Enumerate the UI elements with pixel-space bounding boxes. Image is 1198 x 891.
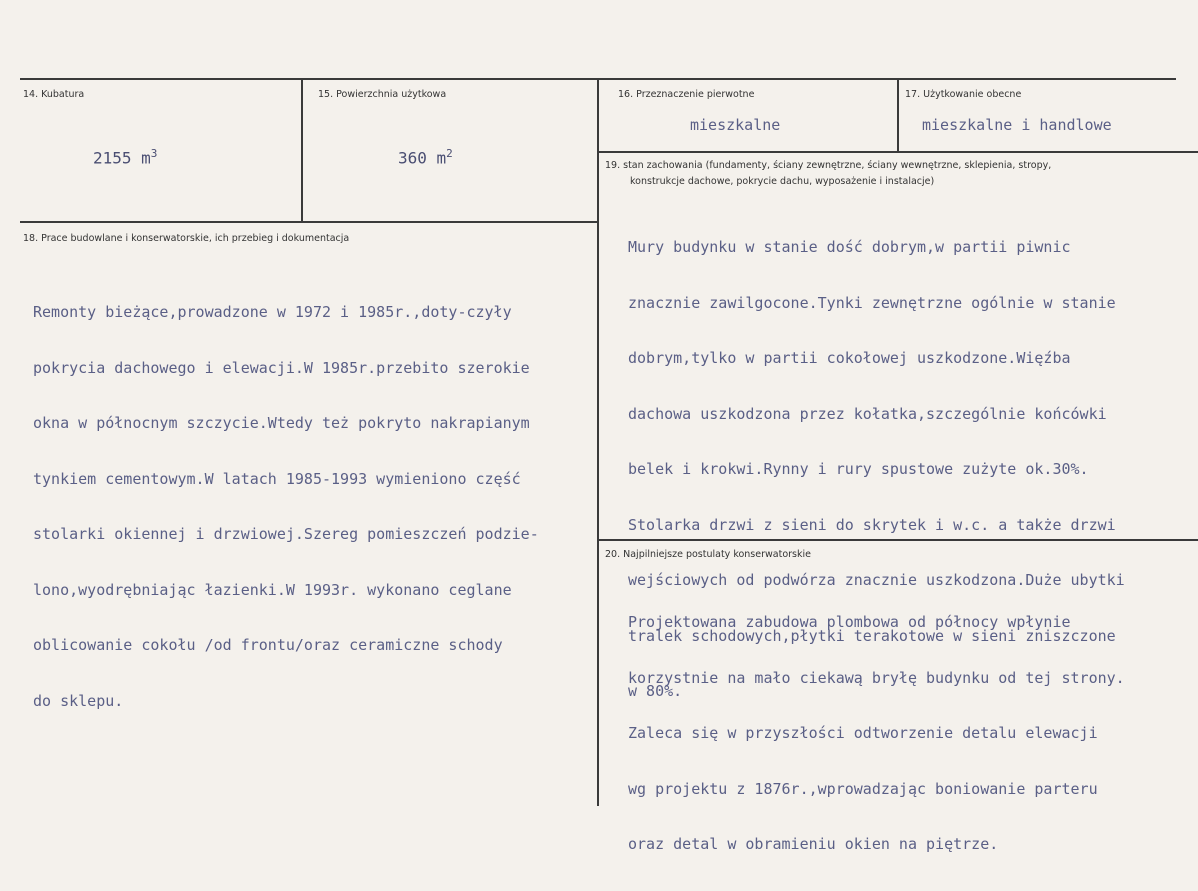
text-line: pokrycia dachowego i elewacji.W 1985r.przebito szerokie bbox=[33, 358, 530, 377]
kubatura-value: 2155 $m^3$ bbox=[93, 147, 158, 168]
stan-zachowania-label-1: 19. stan zachowania (fundamenty, ściany zewnętrzne, ściany wewnętrzne, sklepienia, stropy, bbox=[605, 160, 1052, 171]
text-line: dachowa uszkodzona przez kołatka,szczególnie końcówki bbox=[628, 404, 1107, 423]
divider-14-15 bbox=[301, 78, 303, 222]
text-line: wg projektu z 1876r.,wprowadzając boniowanie parteru bbox=[628, 779, 1098, 798]
rule-below-kubatura bbox=[20, 221, 598, 223]
prace-budowlane-label: 18. Prace budowlane i konserwatorskie, ich przebieg i dokumentacja bbox=[23, 233, 350, 244]
text-line: w 80%. bbox=[628, 682, 683, 700]
text-line: okna w północnym szczycie.Wtedy też pokryto nakrapianym bbox=[33, 414, 530, 432]
przeznaczenie-value: mieszkalne bbox=[690, 116, 781, 134]
postulaty-label: 20. Najpilniejsze postulaty konserwatorskie bbox=[605, 549, 811, 560]
kubatura-label: 14. Kubatura bbox=[23, 89, 85, 100]
text-line: Zaleca się w przyszłości odtworzenie detalu elewacji bbox=[628, 724, 1098, 742]
text-line: belek i krokwi.Rynny i rury spustowe zużyte ok.30%. bbox=[628, 460, 1089, 478]
text-line: tralek schodowych,płytki terakotowe w sieni zniszczone bbox=[628, 626, 1116, 645]
text-line: oblicowanie cokołu /od frontu/oraz ceramiczne schody bbox=[33, 636, 503, 654]
divider-main bbox=[597, 78, 599, 806]
powierzchnia-value: 360 $m^2$ bbox=[398, 147, 453, 168]
text-line: lono,wyodrębniając łazienki.W 1993r. wykonano ceglane bbox=[33, 580, 512, 599]
text-line: tynkiem cementowym.W latach 1985-1993 wymieniono część bbox=[33, 469, 521, 488]
text-line: wejściowych od podwórza znacznie uszkodzona.Duże ubytki bbox=[628, 571, 1125, 589]
text-line: znacznie zawilgocone.Tynki zewnętrzne ogólnie w stanie bbox=[628, 293, 1116, 312]
text-line: dobrym,tylko w partii cokołowej uszkodzone.Więźba bbox=[628, 349, 1071, 367]
stan-zachowania-label-2: konstrukcje dachowe, pokrycie dachu, wyposażenie i instalacje) bbox=[630, 176, 935, 187]
text-line: Mury budynku w stanie dość dobrym,w partii piwnic bbox=[628, 238, 1071, 256]
text-line: Stolarka drzwi z sieni do skrytek i w.c. a także drzwi bbox=[628, 515, 1116, 534]
divider-16-17 bbox=[897, 78, 899, 152]
prace-budowlane-text bbox=[33, 266, 539, 747]
postulaty-text bbox=[628, 576, 1125, 891]
text-line: Projektowana zabudowa plombowa od północy wpłynie bbox=[628, 613, 1071, 631]
text-line: stolarki okiennej i drzwiowej.Szereg pomieszczeń podzie- bbox=[33, 525, 539, 543]
powierzchnia-label: 15. Powierzchnia użytkowa bbox=[318, 89, 447, 100]
text-line: do sklepu. bbox=[33, 691, 124, 710]
text-line: korzystnie na mało ciekawą bryłę budynku od tej strony. bbox=[628, 668, 1125, 687]
text-line: oraz detal w obramieniu okien na piętrze. bbox=[628, 835, 999, 853]
text-line: Remonty bieżące,prowadzone w 1972 i 1985r.,doty-czyły bbox=[33, 303, 512, 321]
uzytkowanie-value: mieszkalne i handlowe bbox=[922, 116, 1112, 134]
uzytkowanie-label: 17. Użytkowanie obecne bbox=[905, 89, 1022, 100]
przeznaczenie-label: 16. Przeznaczenie pierwotne bbox=[618, 89, 755, 100]
